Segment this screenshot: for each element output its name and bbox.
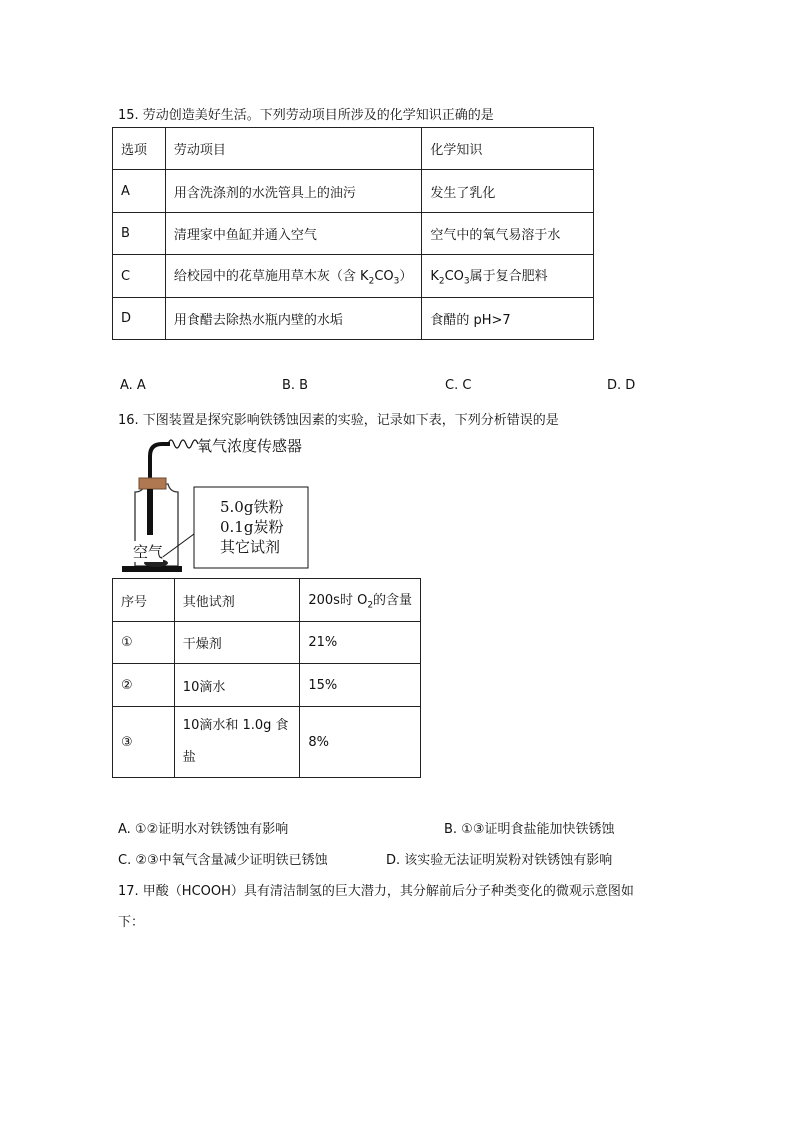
reagent-line: 其它试剂	[220, 538, 281, 556]
choice-b: B. ①③证明食盐能加快铁锈蚀	[444, 822, 615, 837]
header-reagent: 其他试剂	[174, 579, 300, 622]
sensor-label: 氧气浓度传感器	[197, 437, 303, 455]
choice-d: D. 该实验无法证明炭粉对铁锈蚀有影响	[386, 853, 613, 868]
base-plate	[122, 566, 182, 572]
row-content: 15%	[300, 664, 421, 707]
air-label: 空气	[133, 543, 164, 561]
table-row	[113, 255, 594, 298]
table-row	[113, 622, 421, 664]
row-number: ②	[113, 664, 175, 707]
choice-a: A. ①②证明水对铁锈蚀有影响	[118, 822, 289, 837]
row-knowledge: 发生了乳化	[422, 170, 594, 213]
reagent-box-text	[220, 497, 283, 557]
table-row	[113, 170, 594, 213]
row-task: 清理家中鱼缸并通入空气	[165, 213, 421, 255]
row-reagent: 10滴水	[174, 664, 300, 707]
table-row	[113, 298, 594, 340]
row-content: 8%	[300, 707, 421, 778]
choice-c: C. C	[445, 378, 472, 393]
table-row	[113, 664, 421, 707]
spring-coil	[168, 440, 198, 448]
row-task: 用含洗涤剂的水洗管具上的油污	[165, 170, 421, 213]
q16-stem: 16. 下图装置是探究影响铁锈蚀因素的实验，记录如下表，下列分析错误的是	[118, 413, 559, 428]
row-option: B	[113, 213, 166, 255]
choice-c: C. ②③中氧气含量减少证明铁已锈蚀	[118, 853, 328, 868]
cork-stopper	[139, 478, 166, 489]
row-number: ①	[113, 622, 175, 664]
row-knowledge: 食醋的 pH>7	[422, 298, 594, 340]
q15-stem: 15. 劳动创造美好生活。下列劳动项目所涉及的化学知识正确的是	[118, 108, 494, 123]
q17-stem-line1: 17. 甲酸（HCOOH）具有清洁制氢的巨大潜力，其分解前后分子种类变化的微观示意图如	[118, 884, 634, 899]
q17-stem-line2: 下：	[118, 915, 145, 930]
choice-d: D. D	[607, 378, 636, 393]
table-row	[113, 707, 421, 778]
row-task: 用食醋去除热水瓶内壁的水垢	[165, 298, 421, 340]
table-header-row	[113, 128, 594, 170]
q16-table	[112, 578, 421, 778]
table-row	[113, 213, 594, 255]
reagent-line: 5.0g铁粉	[220, 498, 284, 516]
q15-table	[112, 127, 594, 340]
row-option: C	[113, 255, 166, 298]
row-option: A	[113, 170, 166, 213]
choice-a: A. A	[120, 378, 146, 393]
sensor-probe	[147, 489, 153, 535]
header-task: 劳动项目	[165, 128, 421, 170]
header-knowledge: 化学知识	[422, 128, 594, 170]
row-knowledge: $K_2CO_3$属于复合肥料	[422, 255, 594, 298]
row-knowledge: 空气中的氧气易溶于水	[422, 213, 594, 255]
row-reagent: 干燥剂	[174, 622, 300, 664]
table-header-row	[113, 579, 421, 622]
header-option: 选项	[113, 128, 166, 170]
header-o2-content: 200s时 $O_2$的含量	[300, 579, 421, 622]
row-number: ③	[113, 707, 175, 778]
row-task: 给校园中的花草施用草木灰（含 $K_2CO_3$）	[165, 255, 421, 298]
choice-b: B. B	[282, 378, 309, 393]
row-option: D	[113, 298, 166, 340]
row-reagent: 10滴水和 1.0g 食 盐	[174, 707, 300, 778]
header-number: 序号	[113, 579, 175, 622]
reagent-line: 0.1g炭粉	[220, 518, 284, 536]
row-content: 21%	[300, 622, 421, 664]
